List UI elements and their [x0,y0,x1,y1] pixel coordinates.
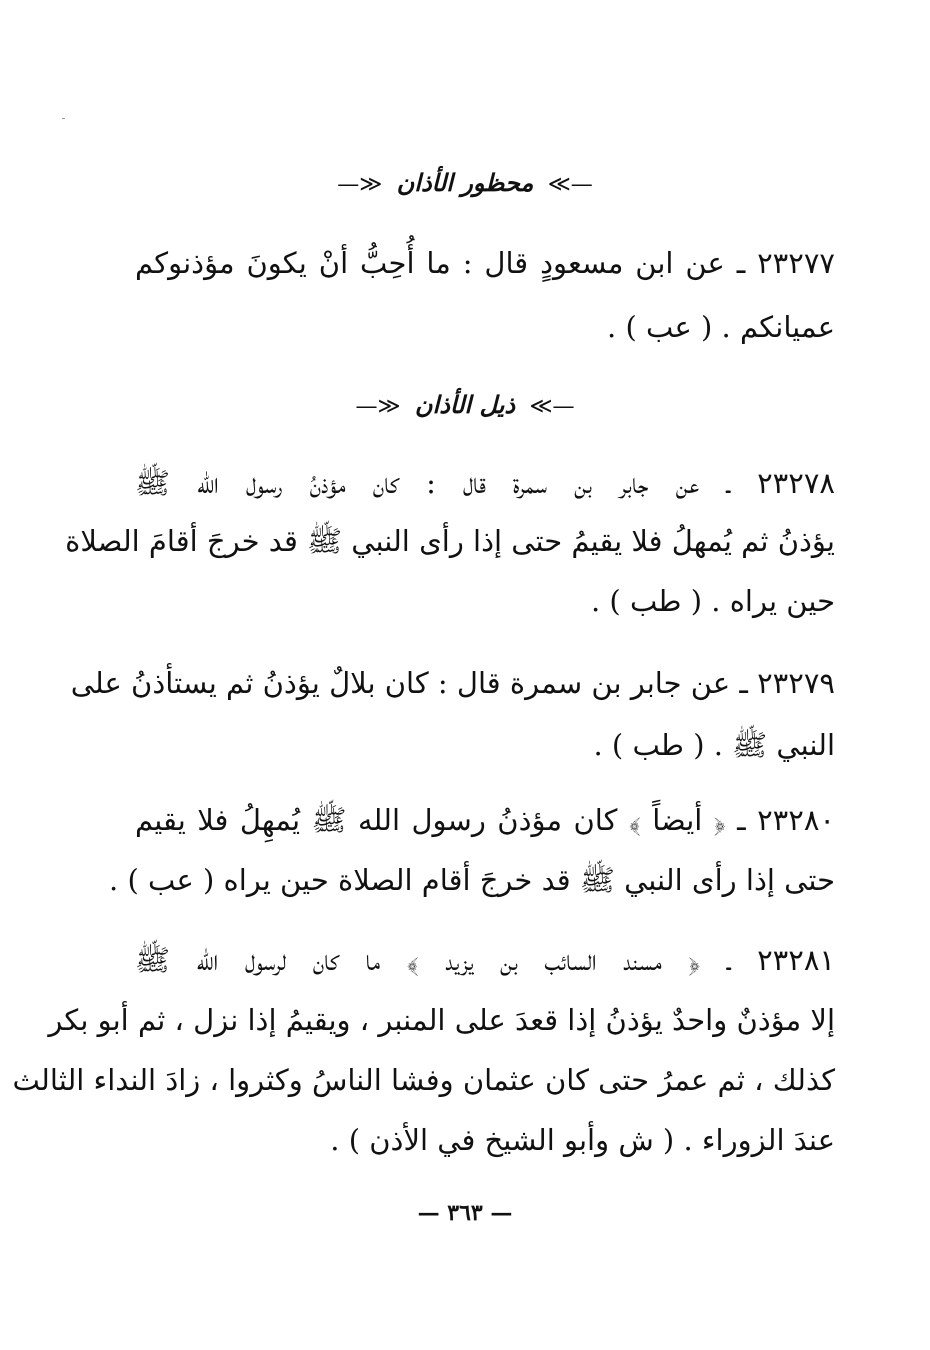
text-line: عندَ الزوراء . ( ش وأبو الشيخ في الأذن ) . [330,1123,835,1157]
text-line: يؤذنُ ثم يُمهلُ فلا يقيمُ حتى إذا رأى النبي ﷺ قد خرجَ أقامَ الصلاة [65,524,835,558]
section-title: ذيل الأذان [414,390,516,419]
text-line: ٢٣٢٧٩ ـ عن جابر بن سمرة قال : كان بلالٌ يؤذنُ ثم يستأذنُ على [70,666,835,700]
ornament-icon: —≫ [547,172,593,197]
section-heading-2 [0,390,930,419]
text-line: إلا مؤذنٌ واحدٌ يؤذنُ إذا قعدَ على المنبر ، ويقيمُ إذا نزل ، ثم أبو بكر [48,1003,835,1037]
text-line: كذلك ، ثم عمرُ حتى كان عثمان وفشا الناسُ وكثروا ، زادَ النداء الثالث [12,1063,835,1097]
section-heading-1 [0,168,930,197]
text-line: ٢٣٢٧٧ ـ عن ابن مسعودٍ قال : ما أُحِبُّ أنْ يكونَ مؤذنوكم [135,246,835,280]
text-line: ٢٣٢٨٠ ـ ﴿ أيضاً ﴾ كان مؤذنُ رسول الله ﷺ يُمهِلُ فلا يقيم [135,803,835,837]
text-line: عميانكم . ( عب ) . [607,310,835,344]
ornament-icon: —≫ [529,394,575,419]
ornament-icon: ≪— [337,172,383,197]
scan-mark [62,118,65,119]
page-number: — ٣٦٣ — [417,1200,513,1226]
text-line: النبي ﷺ . ( طب ) . [593,728,835,762]
text-line: حتى إذا رأى النبي ﷺ قد خرجَ أقام الصلاة حين يراه ( عب ) . [109,863,835,897]
text-line: ٢٣٢٧٨ ـ عن جابر بن سمرة قال : كان مؤذنُ رسول الله ﷺ [135,466,835,500]
text-line: ٢٣٢٨١ ـ ﴿ مسند السائب بن يزيد ﴾ ما كان لرسول الله ﷺ [135,943,835,977]
ornament-icon: ≪— [355,394,401,419]
section-title: محظور الأذان [396,168,534,197]
text-line: حين يراه . ( طب ) . [590,584,835,618]
